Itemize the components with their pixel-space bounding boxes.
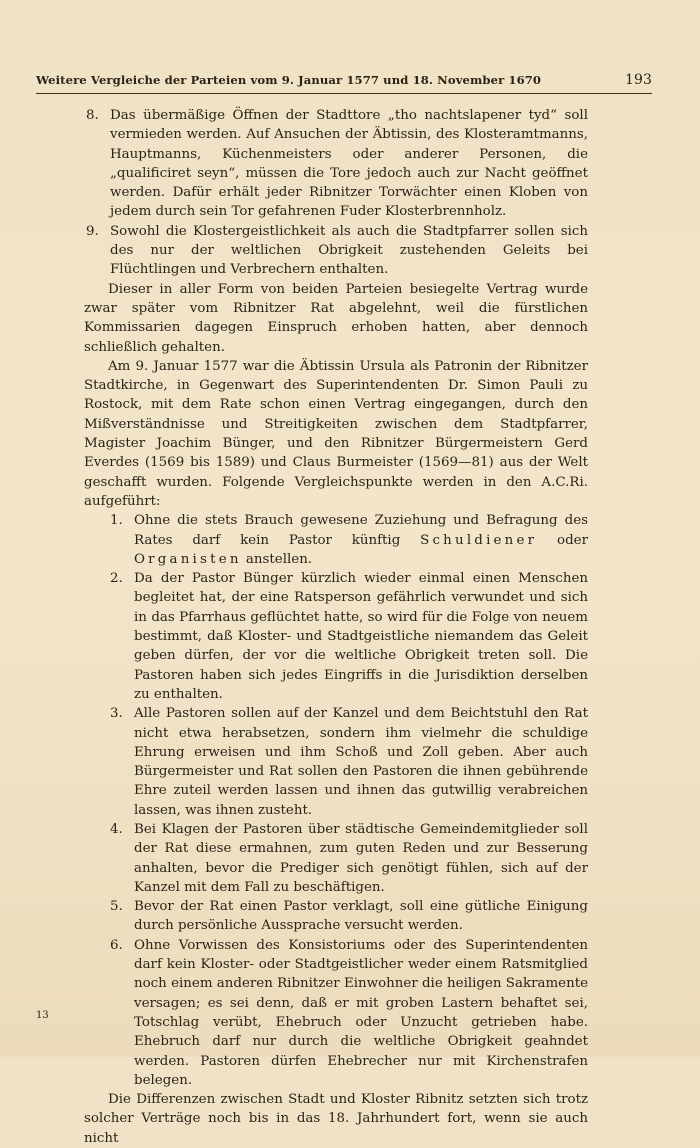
list-item: [84, 106, 588, 222]
list-text-part: Ohne die stets Brauch gewesene Zuziehung und Befragung des Rates darf kein Pastor künftig: [134, 513, 588, 548]
list-number: 4.: [110, 821, 123, 837]
list-number: 5.: [110, 899, 123, 915]
list-item: [84, 704, 588, 820]
list-number: 8.: [86, 108, 99, 123]
list-text: Das übermäßige Öffnen der Stadttore „tho nachtslapener tyd“ soll vermieden werden. Auf Ansuchen der Äbtissin, des Klosteramtmanns, Hauptmanns, Küchenmeisters oder anderer Personen, die „qualificiret seyn“, müssen die Tore jedoch auch zur Nacht geöffnet werden. Dafür erhält jeder Ribnitzer Torwächter einen Kloben von jedem durch sein Tor gefahrenen Fuder Klosterbrennholz.: [110, 108, 588, 220]
list-item: [84, 936, 588, 1090]
list-item: [84, 222, 588, 280]
list-text: Alle Pastoren sollen auf der Kanzel und dem Beichtstuhl den Rat nicht etwa herabsetzen, sondern ihm vielmehr die schuldige Ehrung erweisen und ihm Schoß und Zoll geben. Aber auch Bürgermeister und Rat sollen den Pastoren die ihnen gebührende Ehre zuteil werden lassen und ihnen das gutwillig verabreichen lassen, was ihnen zusteht.: [134, 706, 588, 818]
list-item: [84, 820, 588, 897]
paragraph: Am 9. Januar 1577 war die Äbtissin Ursula als Patronin der Ribnitzer Stadtkirche, in Gegenwart des Superintendenten Dr. Simon Pauli zu Rostock, mit dem Rate schon einen Vertrag eingegangen, durch den Mißverständnisse und Streitigkeiten zwischen dem Stadtpfarrer, Magister Joachim Bünger, und den Ribnitzer Bürgermeistern Gerd Everdes (1569 bis 1589) und Claus Burmeister (1569—81) aus der Welt geschafft wurden. Folgende Vergleichspunkte werden in den A.C.Ri. aufgeführt:: [84, 358, 588, 509]
page-number: 193: [624, 72, 652, 88]
list-number: 3.: [110, 706, 123, 722]
list-item: [84, 569, 588, 704]
list-text: Bevor der Rat einen Pastor verklagt, soll eine gütliche Einigung durch persönliche Aussprache versucht werden.: [134, 899, 588, 934]
list-number: 2.: [110, 571, 123, 587]
list-text-part: anstellen.: [241, 551, 313, 567]
list-number: 6.: [110, 937, 123, 953]
list-number: 9.: [86, 223, 99, 239]
list-text-part: oder: [537, 532, 588, 548]
signature-mark: 13: [36, 1010, 49, 1021]
list-item: [84, 897, 588, 936]
header-rule: [36, 93, 652, 94]
list-number: 1.: [110, 513, 123, 529]
paragraph: Dieser in aller Form von beiden Parteien besiegelte Vertrag wurde zwar später vom Ribnitzer Rat abgelehnt, weil die fürstlichen Kommissarien dagegen Einspruch erhoben hatten, aber dennoch schließlich gehalten.: [84, 281, 588, 355]
list-text: [134, 511, 588, 569]
list-text: Sowohl die Klostergeistlichkeit als auch die Stadtpfarrer sollen sich des nur der weltlichen Obrigkeit zustehenden Geleits bei Flüchtlingen und Verbrechern enthalten.: [110, 223, 588, 278]
list-item: [84, 511, 588, 569]
paragraph: Die Differenzen zwischen Stadt und Kloster Ribnitz setzten sich trotz solcher Verträge noch bis in das 18. Jahrhundert fort, wenn sie auch nicht: [84, 1092, 588, 1146]
running-header: [36, 72, 652, 88]
list-text: Ohne Vorwissen des Konsistoriums oder des Superintendenten darf kein Kloster- oder Stadtgeistlicher weder einem Ratsmitglied noch einem anderen Ribnitzer Einwohner die heiligen Sakramente versagen; es sei denn, daß er mit groben Lastern behaftet sei, Totschlag verübt, Ehebruch oder Unzucht getrieben habe. Ehebruch darf nur durch die weltliche Obrigkeit geahndet werden. Pastoren dürfen Ehebrecher nur mit Kirchenstrafen belegen.: [134, 937, 589, 1088]
list-text: Da der Pastor Bünger kürzlich wieder einmal einen Menschen begleitet hat, der eine Ratsperson gefährlich verwundet und sich in das Pfarrhaus geflüchtet hatte, so wird für die Folge von neuem bestimmt, daß Kloster- und Stadtgeistliche niemandem das Geleit geben dürfen, der vor die weltliche Obrigkeit treten soll. Die Pastoren haben sich jedes Eingriffs in die Jurisdiktion derselben zu enthalten.: [134, 571, 588, 702]
spaced-term: Organisten: [134, 551, 242, 567]
list-text: Bei Klagen der Pastoren über städtische Gemeindemitglieder soll der Rat diese ermahnen, zum guten Reden und zur Besserung anhalten, bevor die Prediger sich genötigt fühlen, sich auf der Kanzel mit dem Fall zu beschäftigen.: [134, 821, 588, 895]
body-text: [84, 106, 588, 1148]
running-title: Weitere Vergleiche der Parteien vom 9. Januar 1577 und 18. November 1670: [36, 73, 542, 87]
spaced-term: Schuldiener: [420, 532, 538, 548]
